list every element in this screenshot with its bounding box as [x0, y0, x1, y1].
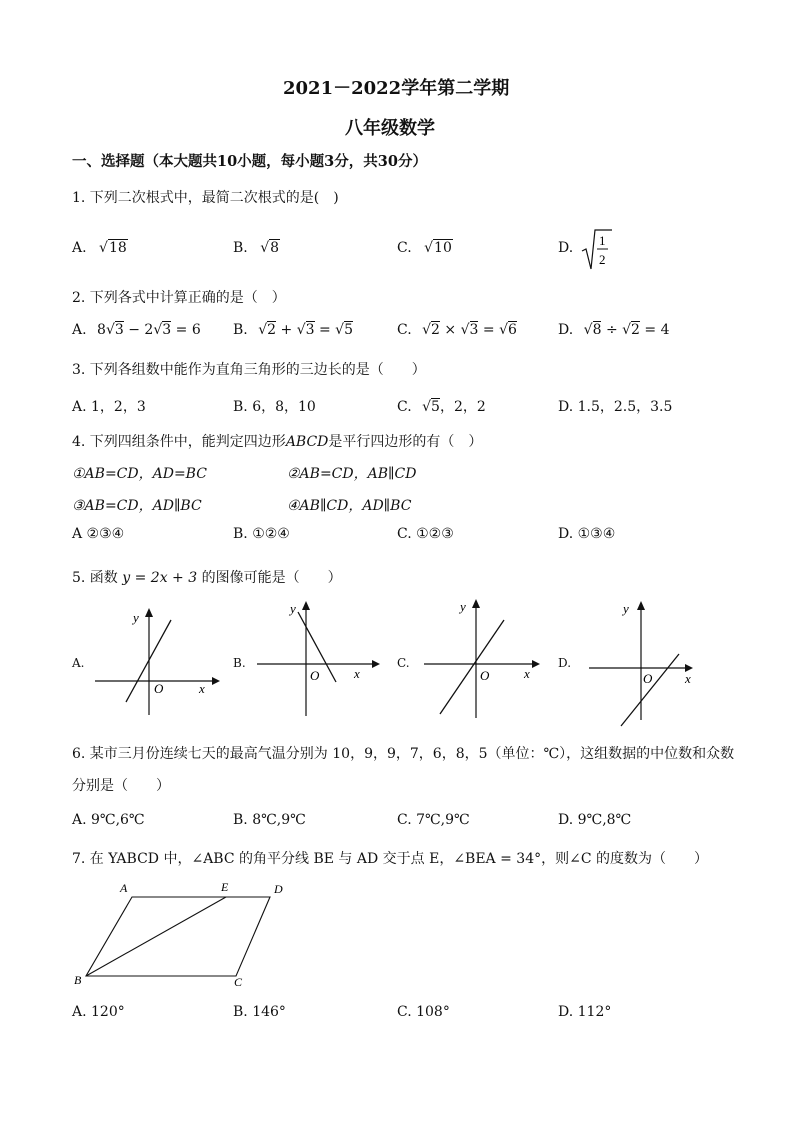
page-subtitle: 八年级数学 — [345, 118, 435, 139]
function-formula: y = 2x + 3 — [122, 570, 198, 586]
radicand: 3 — [162, 322, 172, 338]
q3-option-b: B. 6，8，10 — [233, 399, 316, 415]
q6-option-a: A. 9℃,6℃ — [72, 812, 145, 828]
x-label: x — [354, 666, 360, 681]
radicand: 2 — [631, 322, 640, 338]
sqrt-sign: √ — [258, 322, 268, 338]
q4-option-c: C. ①②③ — [397, 526, 454, 542]
sqrt-sign: √ — [335, 322, 345, 338]
sqrt-sign: √ — [422, 322, 432, 338]
y-label: y — [623, 601, 629, 616]
result: = 4 — [644, 322, 670, 338]
option-rest: ，2，2 — [439, 399, 486, 415]
q7-option-b: B. 146° — [233, 1004, 286, 1020]
sqrt-sign: √ — [583, 322, 593, 338]
q2-option-b — [233, 322, 353, 338]
q5-graph-a — [90, 605, 220, 720]
option-label: B. — [233, 322, 248, 338]
y-label: y — [133, 610, 139, 625]
q3-option-d: D. 1.5，2.5，3.5 — [558, 399, 673, 415]
q5-graph-c — [420, 596, 545, 722]
q4-option-d: D. ①③④ — [558, 526, 616, 542]
sqrt-sign: √ — [460, 322, 470, 338]
q4-condition-3: ③AB=CD，AD∥BC — [72, 498, 202, 514]
stem-variable: ABCD — [285, 434, 329, 450]
q7-option-a: A. 120° — [72, 1004, 125, 1020]
q3-option-a: A. 1，2，3 — [72, 399, 146, 415]
q1-option-b — [233, 240, 280, 256]
x-label: x — [524, 666, 530, 681]
sqrt-sign: √ — [422, 399, 432, 415]
q5-option-d-label: D. — [558, 656, 572, 670]
stem-text: 4. 下列四组条件中，能判定四边形 — [72, 434, 286, 450]
question-7-stem: 7. 在 YABCD 中，∠ABC 的角平分线 BE 与 AD 交于点 E，∠BEA = 34°，则∠C 的度数为（ ） — [72, 851, 709, 867]
section-heading: 一、选择题（本大题共10小题，每小题3分，共30分） — [72, 153, 427, 170]
sqrt-sign: √ — [99, 240, 108, 256]
page-title: 2021－2022学年第二学期 — [283, 78, 510, 99]
result: = 6 — [175, 322, 201, 338]
x-arrow-icon — [372, 660, 380, 668]
q4-condition-4: ④AB∥CD，AD∥BC — [287, 498, 412, 514]
q5-option-b-label: B. — [233, 656, 246, 670]
q2-option-d — [558, 322, 670, 338]
y-label: y — [290, 601, 296, 616]
sqrt-sign: √ — [296, 322, 306, 338]
option-label: C. — [397, 322, 412, 338]
bisector-be — [86, 897, 226, 976]
q1-option-d-radical — [580, 227, 614, 271]
q1-option-a — [72, 240, 128, 256]
q2-option-a — [72, 322, 201, 338]
function-line — [440, 620, 504, 714]
q7-option-c: C. 108° — [397, 1004, 450, 1020]
operator: − — [128, 322, 140, 338]
radicand: 2 — [267, 322, 277, 338]
origin-label: O — [480, 668, 490, 683]
sqrt-sign: √ — [424, 240, 434, 256]
radicand: 2 — [431, 322, 440, 338]
q5-graph-b — [252, 598, 382, 720]
q5-graph-d — [585, 598, 700, 728]
question-3-stem: 3. 下列各组数中能作为直角三角形的三边长的是（ ） — [72, 362, 426, 378]
q1-option-d-label: D. — [558, 240, 574, 256]
radicand: 3 — [469, 322, 479, 338]
operator: ÷ — [605, 322, 618, 338]
q4-condition-1: ①AB=CD，AD=BC — [72, 466, 207, 482]
option-label: C. — [397, 240, 412, 256]
point-c-label: C — [234, 975, 243, 989]
sqrt-sign: √ — [260, 240, 270, 256]
function-line — [621, 654, 679, 726]
equals: = — [482, 322, 495, 338]
question-6-line-2: 分别是（ ） — [72, 778, 170, 794]
q4-option-b: B. ①②④ — [233, 526, 290, 542]
q6-option-c: C. 7℃,9℃ — [397, 812, 470, 828]
y-label: y — [460, 599, 466, 614]
sqrt-sign: √ — [153, 322, 163, 338]
stem-text: 是平行四边形的有（ ） — [328, 434, 483, 450]
radicand: 8 — [592, 322, 602, 338]
fraction-numerator: 1 — [599, 233, 606, 248]
y-arrow-icon — [637, 601, 645, 610]
q5-option-a-label: A. — [72, 656, 85, 670]
parallelogram-abcd — [86, 897, 270, 976]
fraction-denominator: 2 — [599, 252, 606, 267]
x-arrow-icon — [532, 660, 540, 668]
question-1-stem: 1. 下列二次根式中，最简二次根式的是( ) — [72, 190, 339, 206]
sqrt-sign: √ — [499, 322, 509, 338]
q6-option-b: B. 8℃,9℃ — [233, 812, 306, 828]
option-label: D. — [558, 322, 574, 338]
q6-option-d: D. 9℃,8℃ — [558, 812, 632, 828]
q2-option-c — [397, 322, 517, 338]
point-d-label: D — [274, 882, 283, 896]
stem-text: 的图像可能是（ ） — [201, 570, 342, 586]
radicand: 3 — [305, 322, 315, 338]
q7-option-d: D. 112° — [558, 1004, 612, 1020]
origin-label: O — [310, 668, 320, 683]
sqrt-sign: √ — [105, 322, 115, 338]
q5-option-c-label: C. — [397, 656, 410, 670]
radicand: 3 — [114, 322, 124, 338]
origin-label: O — [154, 681, 164, 696]
radicand: 10 — [434, 240, 452, 256]
operator: × — [444, 322, 457, 338]
origin-label: O — [643, 671, 653, 686]
x-arrow-icon — [212, 677, 220, 685]
question-4-stem — [72, 431, 482, 451]
q1-option-c — [397, 240, 453, 256]
y-arrow-icon — [145, 608, 153, 617]
y-arrow-icon — [302, 601, 310, 610]
x-label: x — [199, 681, 205, 696]
x-label: x — [685, 671, 691, 686]
radicand: 5 — [344, 322, 354, 338]
option-label: A. — [72, 322, 87, 338]
radicand: 5 — [431, 399, 440, 415]
sqrt-sign: √ — [622, 322, 632, 338]
equals: = — [318, 322, 331, 338]
question-6-line-1: 6. 某市三月份连续七天的最高气温分别为 10，9，9，7，6，8，5（单位：℃），这组数据的中位数和众数 — [72, 746, 735, 762]
option-label: C. — [397, 399, 412, 415]
q4-option-a: A ②③④ — [72, 526, 125, 542]
coefficient: 2 — [144, 322, 154, 338]
y-arrow-icon — [472, 599, 480, 608]
q4-condition-2: ②AB=CD，AB∥CD — [287, 466, 417, 482]
stem-text: 5. 函数 — [72, 570, 118, 586]
operator: + — [280, 322, 293, 338]
coefficient: 8 — [97, 322, 106, 338]
point-a-label: A — [120, 881, 128, 895]
question-5-stem — [72, 567, 342, 587]
point-b-label: B — [74, 973, 82, 987]
point-e-label: E — [221, 880, 229, 894]
option-label: A. — [72, 240, 87, 256]
radicand: 6 — [508, 322, 517, 338]
question-2-stem: 2. 下列各式中计算正确的是（ ） — [72, 290, 286, 306]
q3-option-c — [397, 396, 486, 416]
radicand: 18 — [108, 240, 127, 256]
q7-parallelogram-diagram — [70, 878, 290, 993]
radicand: 8 — [270, 240, 280, 256]
option-label: B. — [233, 240, 248, 256]
